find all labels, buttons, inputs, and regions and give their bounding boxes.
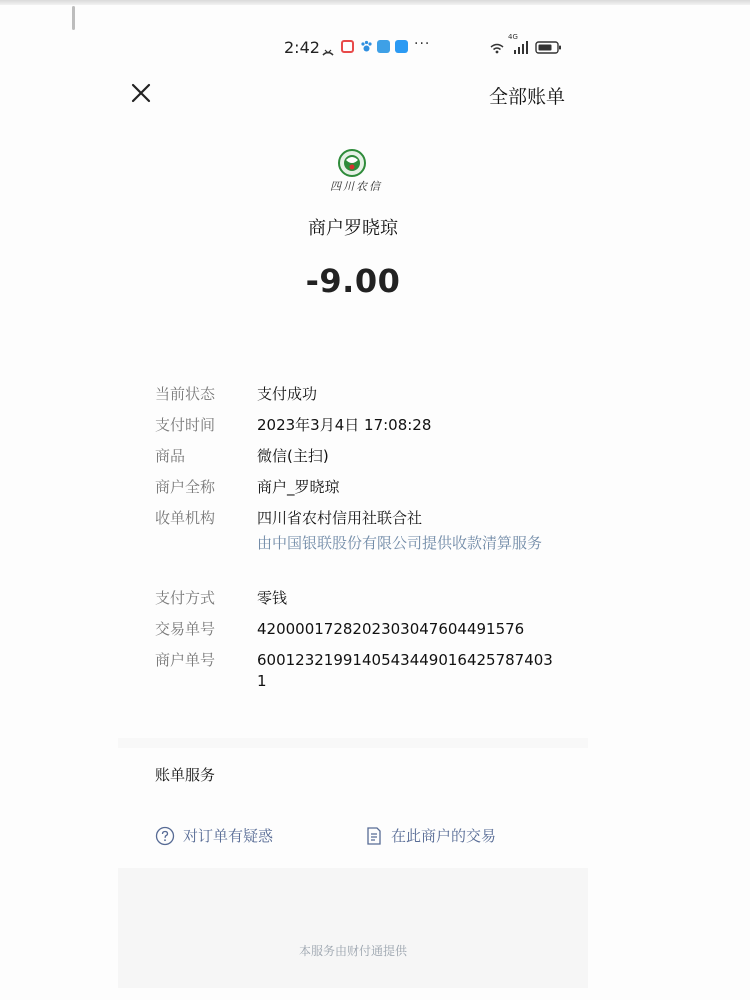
red-app-icon xyxy=(341,40,354,53)
cloud-icon xyxy=(377,40,390,53)
more-dots-icon: ··· xyxy=(414,36,431,52)
detail-value: 商户_罗晓琼 xyxy=(257,478,340,496)
document-icon xyxy=(365,826,383,846)
status-right-icons xyxy=(490,33,570,55)
all-bills-link[interactable]: 全部账单 xyxy=(489,86,566,108)
merchant-order-id[interactable]: 6001232199140543449016425787403 1 xyxy=(257,651,553,690)
footer-area xyxy=(118,868,588,988)
logo-text: 四川农信 xyxy=(330,180,382,193)
acquirer-note: 由中国银联股份有限公司提供收款清算服务 xyxy=(257,534,543,552)
payment-amount: -9.00 xyxy=(305,262,401,300)
q-app-icon xyxy=(395,40,408,53)
status-bar xyxy=(0,33,750,60)
detail-value-group xyxy=(257,508,557,554)
scan-mark xyxy=(72,6,75,30)
paw-icon xyxy=(360,40,373,53)
signal-icon xyxy=(514,41,528,54)
order-question-label: 对订单有疑惑 xyxy=(183,827,274,845)
section-divider xyxy=(118,738,588,748)
merchant-transactions-label: 在此商户的交易 xyxy=(391,827,497,845)
close-button[interactable] xyxy=(128,80,154,106)
detail-row-merchant-order-id xyxy=(155,650,575,696)
detail-row-acquirer xyxy=(155,508,575,578)
detail-label: 当前状态 xyxy=(155,385,216,403)
detail-label: 支付时间 xyxy=(155,416,216,434)
detail-label: 商品 xyxy=(155,447,186,465)
detail-value: 四川省农村信用社联合社 xyxy=(257,509,423,527)
detail-label: 商户单号 xyxy=(155,651,216,669)
network-label: 4G xyxy=(508,33,518,41)
transaction-id[interactable]: 4200001728202303047604491576 xyxy=(257,620,525,638)
detail-value: 2023年3月4日 17:08:28 xyxy=(257,416,432,434)
bill-services-title: 账单服务 xyxy=(155,766,216,784)
question-circle-icon xyxy=(155,826,175,846)
detail-label: 收单机构 xyxy=(155,509,216,527)
missed-call-icon xyxy=(322,42,334,50)
detail-label: 交易单号 xyxy=(155,620,216,638)
wifi-icon xyxy=(491,45,503,54)
scan-edge xyxy=(0,0,750,5)
detail-value: 零钱 xyxy=(257,589,288,607)
merchant-transactions-link[interactable] xyxy=(365,825,496,846)
status-time: 2:42 xyxy=(284,38,320,57)
detail-value: 支付成功 xyxy=(257,385,318,403)
sichuan-rural-credit-logo-icon xyxy=(324,148,384,200)
close-icon xyxy=(128,80,154,106)
order-question-link[interactable] xyxy=(155,825,273,846)
footer-provider-text: 本服务由财付通提供 xyxy=(298,944,407,958)
detail-value: 微信(主扫) xyxy=(257,447,329,465)
merchant-name: 商户罗晓琼 xyxy=(308,218,398,239)
battery-icon xyxy=(536,42,561,53)
detail-label: 商户全称 xyxy=(155,478,216,496)
detail-label: 支付方式 xyxy=(155,589,216,607)
